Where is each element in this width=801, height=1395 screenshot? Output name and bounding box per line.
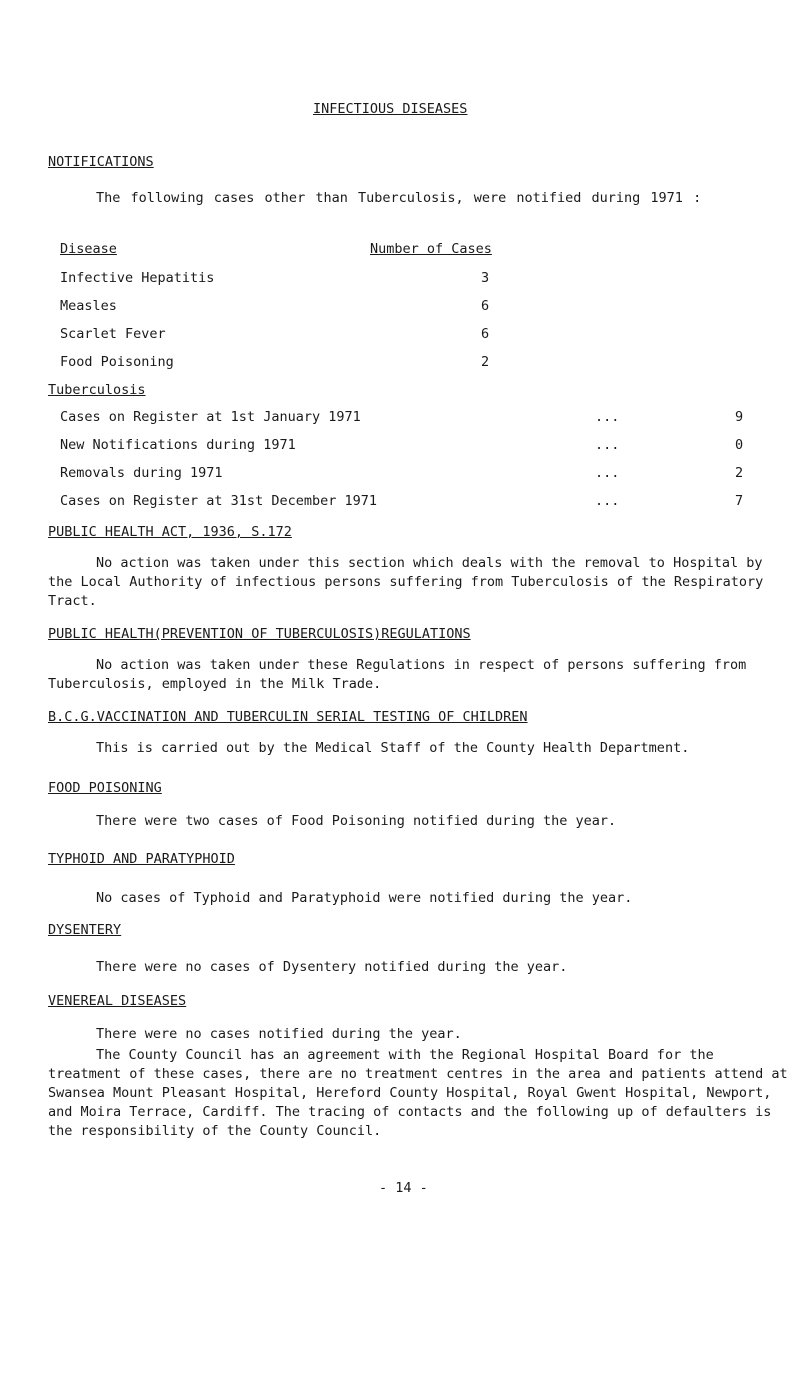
disease-column-header: Disease — [60, 241, 117, 257]
number-column-header: Number of Cases — [370, 241, 492, 257]
tb-row-dots: ... — [595, 493, 620, 509]
tb-row-dots: ... — [595, 437, 620, 453]
typhoid-heading: TYPHOID AND PARATYPHOID — [48, 851, 235, 867]
notifications-heading: NOTIFICATIONS — [48, 154, 154, 170]
tb-regulations-heading: PUBLIC HEALTH(PREVENTION OF TUBERCULOSIS)REGULATIONS — [48, 626, 471, 642]
dysentery-body: There were no cases of Dysentery notified during the year. — [96, 959, 568, 975]
disease-count: 2 — [481, 354, 490, 370]
bcg-heading: B.C.G.VACCINATION AND TUBERCULIN SERIAL TESTING OF CHILDREN — [48, 709, 528, 725]
tb-row-label: Cases on Register at 31st December 1971 — [60, 493, 377, 509]
tuberculosis-heading: Tuberculosis — [48, 382, 146, 398]
disease-name: Measles — [60, 298, 117, 314]
disease-count: 6 — [481, 298, 490, 314]
tb-row-label: Cases on Register at 1st January 1971 — [60, 409, 361, 425]
public-health-act-body: No action was taken under this section which deals with the removal to Hospital by the Local Authority of infectious persons suffering from Tuberculosis of the Respiratory Tract. — [48, 555, 764, 609]
disease-name: Food Poisoning — [60, 354, 174, 370]
tb-row-value: 9 — [735, 409, 744, 425]
venereal-body-1: There were no cases notified during the year. — [96, 1026, 462, 1042]
public-health-act-heading: PUBLIC HEALTH ACT, 1936, S.172 — [48, 524, 292, 540]
tb-row-value: 7 — [735, 493, 744, 509]
tb-row-label: New Notifications during 1971 — [60, 437, 296, 453]
bcg-body: This is carried out by the Medical Staff of the County Health Department. — [96, 740, 690, 756]
typhoid-body: No cases of Typhoid and Paratyphoid were notified during the year. — [96, 890, 633, 906]
disease-count: 6 — [481, 326, 490, 342]
tb-row-label: Removals during 1971 — [60, 465, 223, 481]
food-poisoning-body: There were two cases of Food Poisoning notified during the year. — [96, 813, 617, 829]
page-title: INFECTIOUS DISEASES — [313, 101, 468, 117]
venereal-body-2: The County Council has an agreement with the Regional Hospital Board for the treatment of these cases, there are no treatment centres in the area and patients attend at Swansea Mount Pleasant Hospital, Hereford County Hospital, Royal Gwent Hospital, Newport, and Moira Terrace, Cardiff. The tracing of contacts and the following up of defaulters is the responsibility of the County Council. — [48, 1047, 788, 1139]
dysentery-heading: DYSENTERY — [48, 922, 122, 938]
page-number: - 14 - — [379, 1180, 428, 1196]
tb-row-value: 0 — [735, 437, 744, 453]
notifications-intro: The following cases other than Tuberculosis, were notified during 1971 : — [96, 190, 702, 206]
disease-name: Infective Hepatitis — [60, 270, 215, 286]
venereal-heading: VENEREAL DISEASES — [48, 993, 187, 1009]
disease-count: 3 — [481, 270, 490, 286]
tb-row-value: 2 — [735, 465, 744, 481]
food-poisoning-heading: FOOD POISONING — [48, 780, 162, 796]
tb-row-dots: ... — [595, 465, 620, 481]
disease-name: Scarlet Fever — [60, 326, 166, 342]
tb-regulations-body: No action was taken under these Regulations in respect of persons suffering from Tuberculosis, employed in the Milk Trade. — [48, 657, 747, 692]
tb-row-dots: ... — [595, 409, 620, 425]
